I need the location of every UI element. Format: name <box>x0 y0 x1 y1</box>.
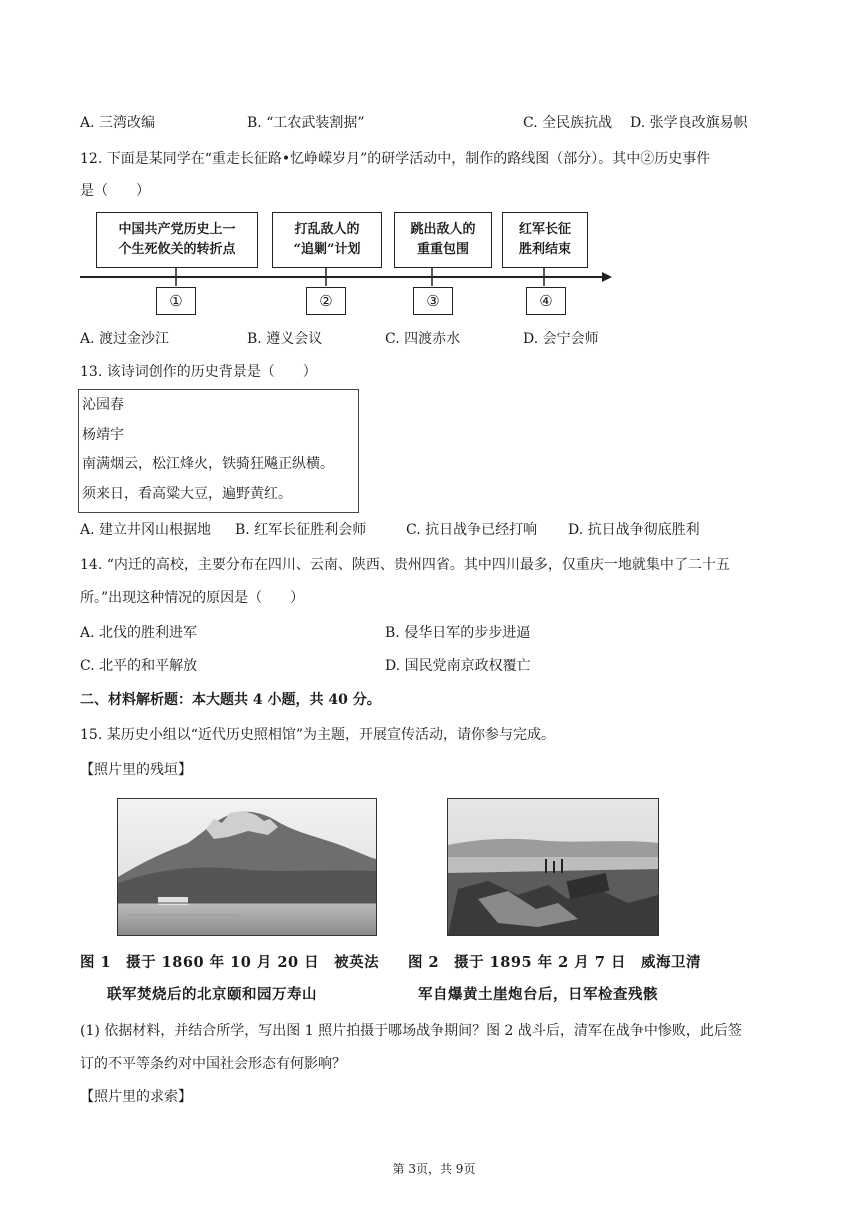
q13-option-a: A. 建立井冈山根据地 <box>80 522 212 538</box>
event-box-3 <box>394 212 492 268</box>
event-box-1-line2: 个生死攸关的转折点 <box>118 242 236 257</box>
event-box-2-line2: “追剿”计划 <box>293 242 361 257</box>
q11-option-b: B. “工农武装割据” <box>247 115 365 131</box>
poem-line-2: 须来日，看高粱大豆，遍野黄红。 <box>82 486 292 502</box>
q14-option-a: A. 北伐的胜利进军 <box>80 625 198 641</box>
page-footer: 第 3页，共 9页 <box>392 1162 476 1176</box>
marker-4: ④ <box>526 287 566 315</box>
q11-option-c: C. 全民族抗战 <box>523 115 613 131</box>
q12-stem-line1: 12. 下面是某同学在“重走长征路•忆峥嵘岁月”的研学活动中，制作的路线图（部分）。其中②历史事件 <box>80 151 711 167</box>
q11-option-a: A. 三湾改编 <box>80 115 156 131</box>
event-box-2-line1: 打乱敌人的 <box>294 222 360 237</box>
photo-summer-palace <box>117 798 377 936</box>
q13-option-b: B. 红军长征胜利会师 <box>235 522 367 538</box>
event-box-4-line1: 红军长征 <box>518 222 571 237</box>
photo-summer-palace-image <box>118 799 376 935</box>
poem-author: 杨靖宇 <box>82 427 124 443</box>
q12-stem-line2: 是（ ） <box>80 183 150 199</box>
figure-2-caption-line1: 图 2 摄于 1895 年 2 月 7 日 威海卫清 <box>408 954 701 971</box>
q15-question-line2: 订的不平等条约对中国社会形态有何影响？ <box>80 1056 346 1072</box>
q15-stem: 15. 某历史小组以“近代历史照相馆”为主题，开展宣传活动，请你参与完成。 <box>80 727 556 743</box>
poem-title: 沁园春 <box>82 397 124 413</box>
event-box-1 <box>96 212 258 268</box>
q15-question-line1: (1) 依据材料，并结合所学，写出图 1 照片拍摄于哪场战争期间？图 2 战斗后，清军在战争中惨败，此后签 <box>80 1023 742 1039</box>
q12-option-c: C. 四渡赤水 <box>385 331 461 347</box>
q13-option-d: D. 抗日战争彻底胜利 <box>568 522 700 538</box>
q14-option-d: D. 国民党南京政权覆亡 <box>385 658 531 674</box>
q14-option-b: B. 侵华日军的步步进逼 <box>385 625 531 641</box>
figure-1-caption-line2: 联军焚烧后的北京颐和园万寿山 <box>107 986 317 1003</box>
poem-box <box>78 389 359 513</box>
event-box-4-line2: 胜利结束 <box>518 242 571 257</box>
q14-stem-line1: 14. “内迁的高校，主要分布在四川、云南、陕西、贵州四省。其中四川最多，仅重庆一地就集中了二十五 <box>80 557 730 573</box>
event-box-4 <box>502 212 588 268</box>
figure-1-caption-line1: 图 1 摄于 1860 年 10 月 20 日 被英法 <box>80 954 380 971</box>
marker-1: ① <box>156 287 196 315</box>
event-box-1-line1: 中国共产党历史上一 <box>118 222 236 237</box>
photo-weihaiwei-ruins-image <box>448 799 658 935</box>
q15-subheading-2: 【照片里的求索】 <box>80 1089 192 1105</box>
marker-2: ② <box>306 287 346 315</box>
poem-line-1: 南满烟云，松江烽火，铁骑狂飚正纵横。 <box>82 456 334 472</box>
q15-subheading-1: 【照片里的残垣】 <box>80 762 192 778</box>
photo-weihaiwei-ruins <box>447 798 659 936</box>
q12-option-b: B. 遵义会议 <box>247 331 323 347</box>
q12-option-a: A. 渡过金沙江 <box>80 331 170 347</box>
event-box-2 <box>272 212 382 268</box>
q14-stem-line2: 所。”出现这种情况的原因是（ ） <box>80 590 305 606</box>
figure-2-caption-line2: 军自爆黄土崖炮台后，日军检查残骸 <box>418 986 658 1003</box>
event-box-3-line1: 跳出敌人的 <box>410 222 476 237</box>
q12-option-d: D. 会宁会师 <box>523 331 599 347</box>
q14-option-c: C. 北平的和平解放 <box>80 658 198 674</box>
q11-option-d: D. 张学良改旗易帜 <box>630 115 748 131</box>
q13-option-c: C. 抗日战争已经打响 <box>406 522 538 538</box>
event-box-3-line2: 重重包围 <box>416 242 469 257</box>
section-heading: 二、材料解析题：本大题共 4 小题，共 40 分。 <box>80 692 381 708</box>
q13-stem: 13. 该诗词创作的历史背景是（ ） <box>80 364 317 380</box>
marker-3: ③ <box>413 287 453 315</box>
